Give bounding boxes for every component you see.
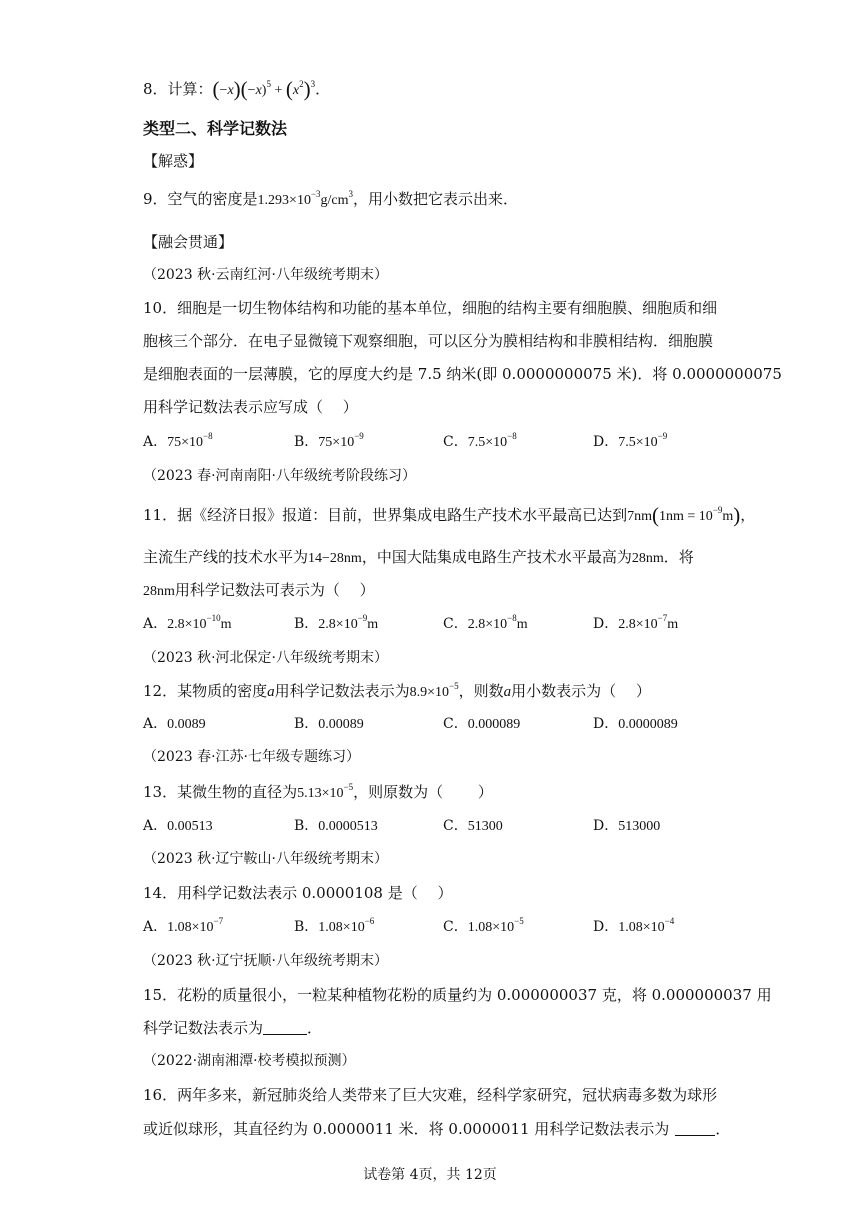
q12-option-c[interactable]: C．0.000089 — [443, 716, 521, 732]
q11-option-b[interactable]: B．$2.8\times 10^{-9}m$ — [294, 613, 379, 632]
q14-option-c[interactable]: C．$1.08\times 10^{-5}$ — [443, 916, 524, 935]
q12-source: （2023 秋·河北保定·八年级统考期末） — [143, 650, 388, 666]
q16-answer-blank[interactable] — [675, 1121, 715, 1136]
q10-source: （2023 秋·云南红河·八年级统考期末） — [143, 267, 388, 283]
q16-source: （2022·湖南湘潭·校考模拟预测） — [143, 1053, 356, 1069]
q15-line-2: 科学记数法表示为 ． — [143, 1019, 323, 1037]
q11-option-d[interactable]: D．$2.8\times 10^{-7}m$ — [593, 613, 679, 632]
q10-line-2: 胞核三个部分．在电子显微镜下观察细胞，可以区分为膜相结构和非膜相结构．细胞膜 — [143, 332, 714, 350]
q13-source: （2023 春·江苏·七年级专题练习） — [143, 749, 360, 765]
q13-option-c[interactable]: C．51300 — [443, 818, 503, 834]
q10-option-c[interactable]: C．$7.5\times 10^{-8}$ — [443, 431, 517, 450]
q13-option-a[interactable]: A．0.00513 — [143, 818, 213, 834]
section-heading: 类型二、科学记数法 — [143, 119, 288, 138]
q15-line-1: 15．花粉的质量很小，一粒某种植物花粉的质量约为 0.000000037 克，将 0.000000037 用 — [143, 986, 772, 1004]
q11-line-2: 主流生产线的技术水平为14−28nm，中国大陆集成电路生产技术水平最高为28nm．将 — [143, 548, 694, 566]
q13-text: 13．某微生物的直径为$5.13\times 10^{-5}$，则原数为（ ） — [143, 782, 493, 801]
q11-line-1: 11．据《经济日报》报道：目前，世界集成电路生产技术水平最高已达到$7nm(1nm = 10^{-9}m)$， — [143, 503, 756, 527]
q11-option-a[interactable]: A．$2.8\times 10^{-10}m$ — [143, 613, 232, 632]
q11-option-c[interactable]: C．$2.8\times 10^{-8}m$ — [443, 613, 528, 632]
ronghui-label: 【融会贯通】 — [143, 233, 234, 251]
q15-answer-blank[interactable] — [263, 1020, 307, 1035]
q13-option-b[interactable]: B．0.0000513 — [294, 818, 378, 834]
q10-line-1: 10．细胞是一切生物体结构和功能的基本单位，细胞的结构主要有细胞膜、细胞质和细 — [143, 299, 718, 317]
q9-value: $1.293\times 10^{-3}g/cm^3$ — [257, 189, 354, 208]
q12-option-b[interactable]: B．0.00089 — [294, 716, 364, 732]
q14-text: 14．用科学记数法表示 0.0000108 是（ ） — [143, 884, 453, 902]
q16-line-2: 或近似球形，其直径约为 0.0000011 米．将 0.0000011 用科学记数法表示为 ． — [143, 1120, 731, 1138]
q10-option-d[interactable]: D．$7.5\times 10^{-9}$ — [593, 431, 668, 450]
q14-option-a[interactable]: A．$1.08\times 10^{-7}$ — [143, 916, 224, 935]
q10-option-a[interactable]: A．$75\times 10^{-8}$ — [143, 431, 213, 450]
q14-option-d[interactable]: D．$1.08\times 10^{-4}$ — [593, 916, 675, 935]
q16-line-1: 16．两年多来，新冠肺炎给人类带来了巨大灾难，经科学家研究，冠状病毒多数为球形 — [143, 1086, 718, 1104]
q12-text: 12．某物质的密度a用科学记数法表示为$8.9\times 10^{-5}$，则数a用小数表示为（ ） — [143, 681, 651, 700]
q14-option-b[interactable]: B．$1.08\times 10^{-6}$ — [294, 916, 375, 935]
q11-line-3: 28nm用科学记数法可表示为（ ） — [143, 581, 375, 599]
jiehuo-label: 【解惑】 — [143, 152, 204, 170]
q9-lead: 9．空气的密度是 — [143, 190, 258, 208]
question-9 — [143, 189, 518, 211]
q12-option-d[interactable]: D．0.0000089 — [593, 716, 678, 732]
q12-option-a[interactable]: A．0.0089 — [143, 716, 206, 732]
q9-tail: ，用小数把它表示出来． — [353, 190, 519, 208]
q11-source: （2023 春·河南南阳·八年级统考阶段练习） — [143, 468, 416, 484]
q8-expression: $(-x)(-x)^5 + (x^2)^3$ — [212, 77, 316, 101]
page-footer: 试卷第 4页，共 12页 — [363, 1167, 497, 1183]
question-8: 8．计算：$(-x)(-x)^5 + (x^2)^3$． — [143, 77, 331, 101]
q13-option-d[interactable]: D．513000 — [593, 818, 661, 834]
q14-source: （2023 秋·辽宁鞍山·八年级统考期末） — [143, 851, 388, 867]
q10-option-b[interactable]: B．$75\times 10^{-9}$ — [294, 431, 364, 450]
q8-text: 8．计算： — [143, 80, 213, 98]
q10-line-4: 用科学记数法表示应写成（ ） — [143, 398, 358, 416]
q10-line-3: 是细胞表面的一层薄膜，它的厚度大约是 7.5 纳米(即 0.0000000075 米)．将 0.0000000075 — [143, 365, 782, 383]
q15-source: （2023 秋·辽宁抚顺·八年级统考期末） — [143, 953, 388, 969]
